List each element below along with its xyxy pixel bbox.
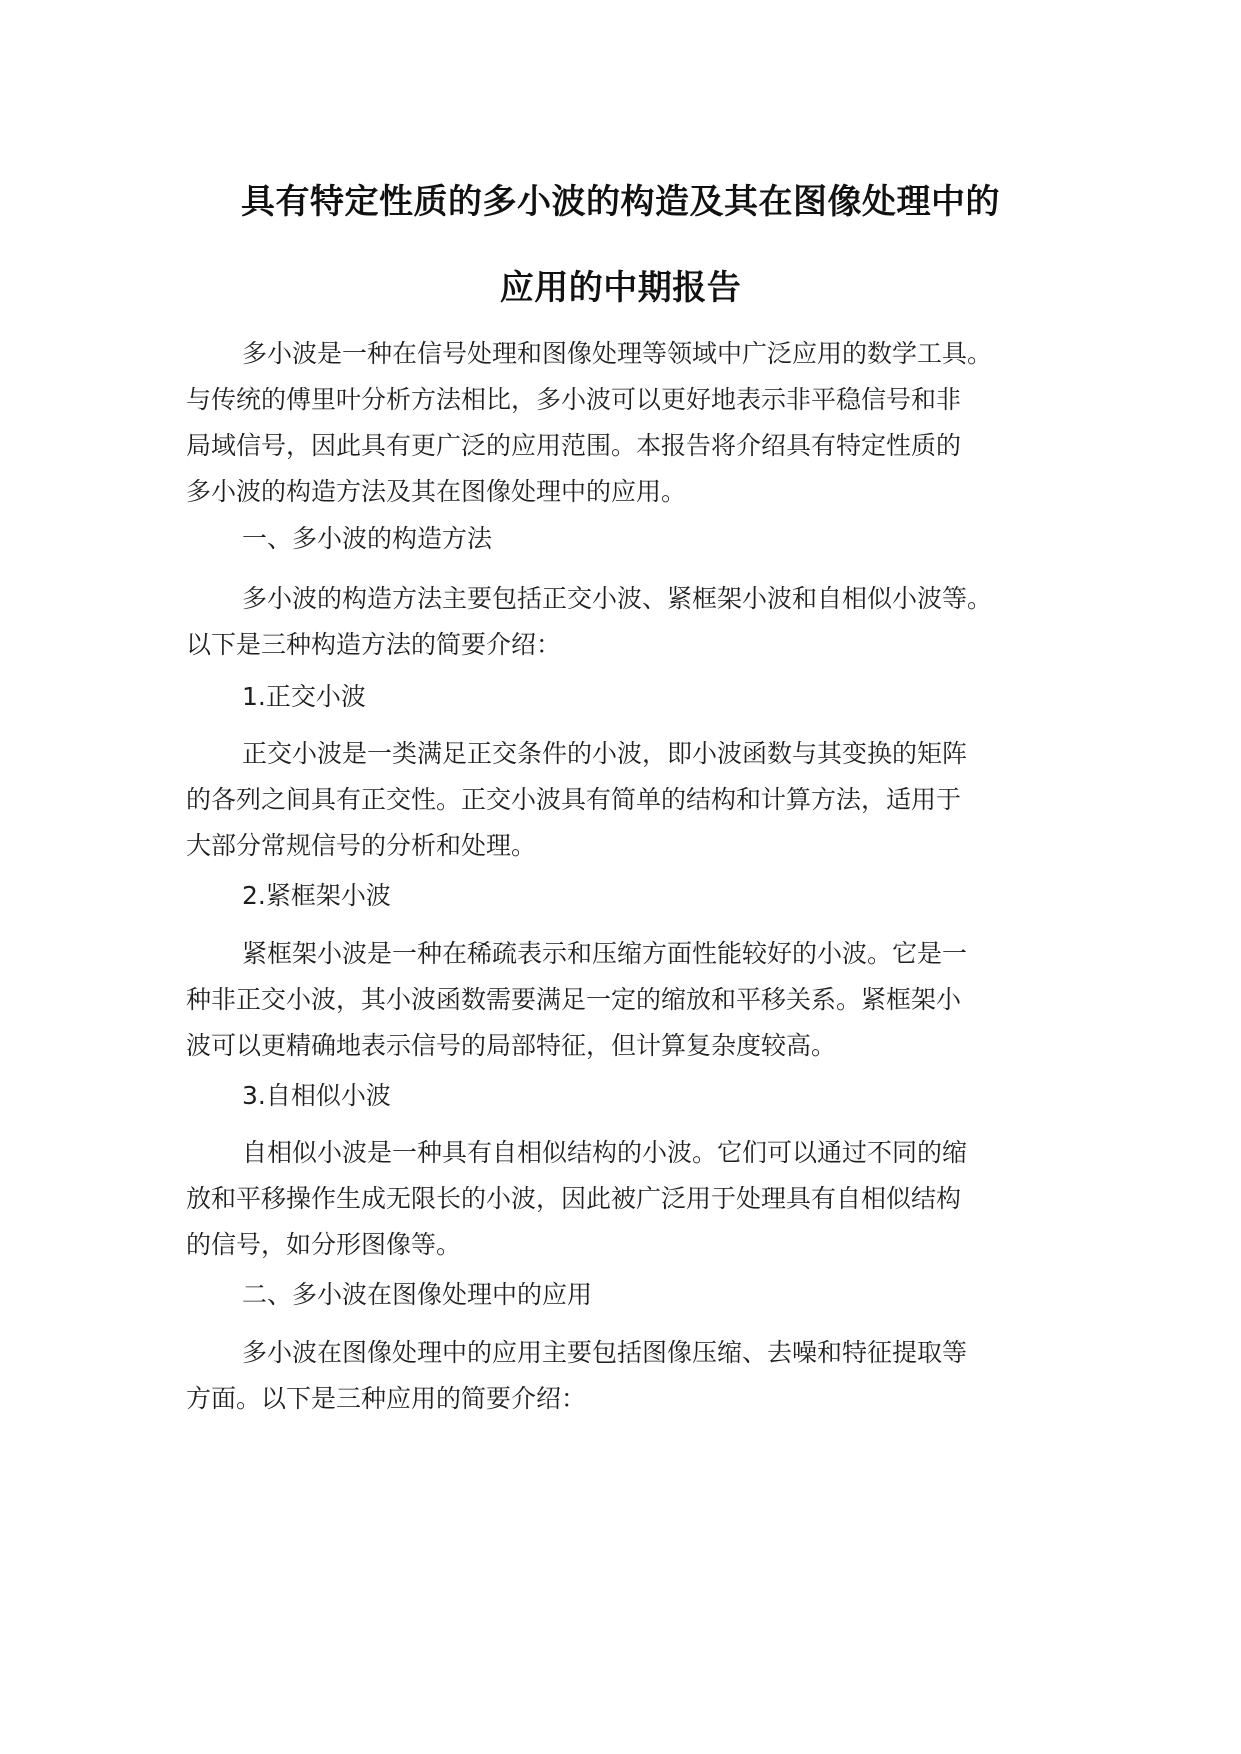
paragraph-line: 局域信号，因此具有更广泛的应用范围。本报告将介绍具有特定性质的 bbox=[186, 431, 962, 460]
paragraph-line: 自相似小波是一种具有自相似结构的小波。它们可以通过不同的缩 bbox=[242, 1138, 968, 1167]
paragraph-line: 方面。以下是三种应用的简要介绍： bbox=[186, 1384, 587, 1413]
paragraph-line: 正交小波是一类满足正交条件的小波，即小波函数与其变换的矩阵 bbox=[242, 739, 968, 768]
paragraph-tight-frame bbox=[186, 931, 1066, 1069]
paragraph-line: 放和平移操作生成无限长的小波，因此被广泛用于处理具有自相似结构 bbox=[186, 1184, 962, 1213]
subheading-orthogonal bbox=[186, 674, 1066, 720]
paragraph-applications bbox=[186, 1330, 1066, 1422]
paragraph-construction bbox=[186, 576, 1066, 668]
heading-line: 一、多小波的构造方法 bbox=[242, 524, 493, 553]
subheading-tight-frame bbox=[186, 873, 1066, 919]
paragraph-line: 多小波的构造方法及其在图像处理中的应用。 bbox=[186, 477, 687, 506]
heading-line: 3.自相似小波 bbox=[242, 1081, 391, 1110]
paragraph-orthogonal bbox=[186, 731, 1066, 869]
paragraph-line: 多小波的构造方法主要包括正交小波、紧框架小波和自相似小波等。 bbox=[242, 584, 993, 613]
paragraph-line: 紧框架小波是一种在稀疏表示和压缩方面性能较好的小波。它是一 bbox=[242, 939, 968, 968]
heading-line: 二、多小波在图像处理中的应用 bbox=[242, 1280, 593, 1309]
document-title-line-1: 具有特定性质的多小波的构造及其在图像处理中的 bbox=[241, 182, 1000, 222]
paragraph-line: 与传统的傅里叶分析方法相比，多小波可以更好地表示非平稳信号和非 bbox=[186, 385, 962, 414]
paragraph-intro bbox=[186, 331, 1066, 515]
subheading-self-similar bbox=[186, 1073, 1066, 1119]
paragraph-line: 多小波在图像处理中的应用主要包括图像压缩、去噪和特征提取等 bbox=[242, 1338, 968, 1367]
paragraph-self-similar bbox=[186, 1130, 1066, 1268]
heading-line: 1.正交小波 bbox=[242, 682, 366, 711]
paragraph-line: 的各列之间具有正交性。正交小波具有简单的结构和计算方法，适用于 bbox=[186, 785, 962, 814]
heading-line: 2.紧框架小波 bbox=[242, 881, 391, 910]
section-heading-construction bbox=[186, 516, 1066, 562]
paragraph-line: 多小波是一种在信号处理和图像处理等领域中广泛应用的数学工具。 bbox=[242, 339, 993, 368]
paragraph-line: 种非正交小波，其小波函数需要满足一定的缩放和平移关系。紧框架小 bbox=[186, 985, 962, 1014]
document-title-line-2: 应用的中期报告 bbox=[499, 268, 742, 308]
paragraph-line: 波可以更精确地表示信号的局部特征，但计算复杂度较高。 bbox=[186, 1031, 837, 1060]
paragraph-line: 的信号，如分形图像等。 bbox=[186, 1230, 462, 1259]
paragraph-line: 以下是三种构造方法的简要介绍： bbox=[186, 630, 562, 659]
paragraph-line: 大部分常规信号的分析和处理。 bbox=[186, 831, 537, 860]
section-heading-applications bbox=[186, 1272, 1066, 1318]
